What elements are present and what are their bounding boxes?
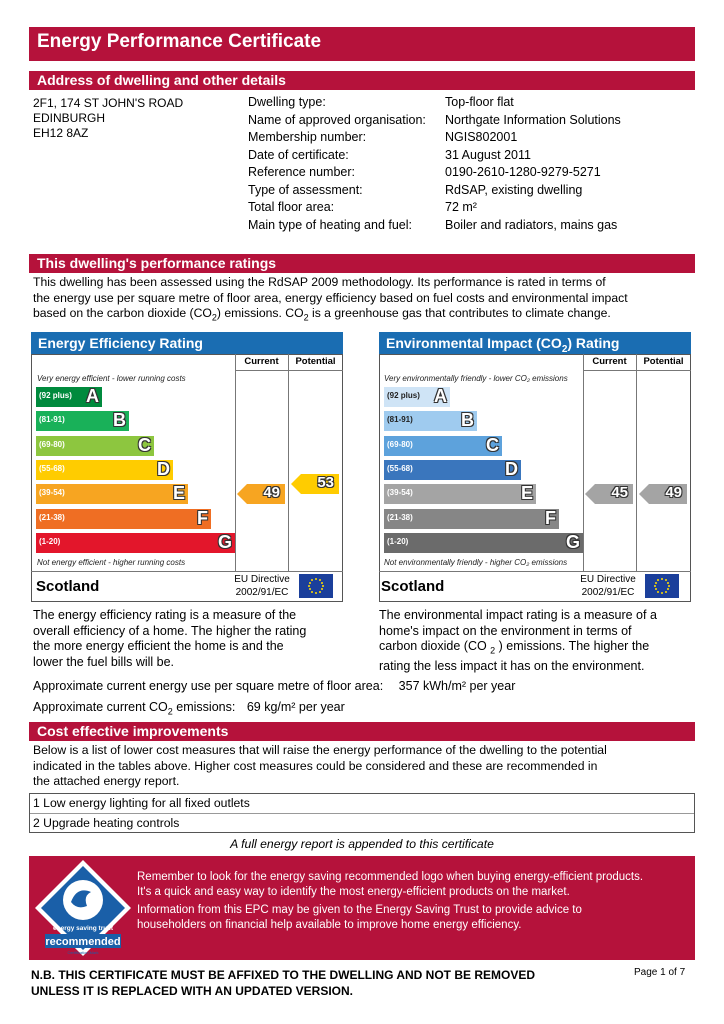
directive-text: 2002/91/EC [235,587,289,598]
address-line: EH12 8AZ [33,126,89,140]
divider [30,813,694,814]
intro-line: indicated in the tables above. Higher cost measures could be considered and these are recommended in [33,758,598,773]
detail-label: Main type of heating and fuel: [248,217,413,232]
detail-row [248,164,668,182]
band-range: (39-54) [39,488,65,498]
detail-row [248,182,668,200]
energy-rating-description [33,608,353,670]
potential-column-heading: Potential [643,356,684,367]
approx-co2-emissions [33,700,345,717]
detail-row [248,129,668,147]
desc-line: rating the less impact it has on the environment. [379,659,645,673]
desc-line: The environmental impact rating is a measure of a [379,608,657,622]
band-letter: F [197,507,208,528]
full-report-note: A full energy report is appended to this certificate [230,837,494,851]
divider [235,370,343,371]
detail-value: 0190-2610-1280-9279-5271 [445,165,601,179]
rating-band-a [384,387,450,407]
eu-directive [575,573,641,599]
intro-line: Below is a list of lower cost measures that will raise the energy performance of the dwelling to the potential [33,743,607,757]
band-range: (92 plus) [39,391,72,400]
scale-top-note: Very environmentally friendly - lower CO₂ emissions [384,374,568,383]
approx-label: emissions: [172,700,236,714]
desc-text: carbon dioxide (CO [379,639,491,653]
divider [379,571,691,572]
current-rating-arrow [237,484,285,504]
band-range: (21-38) [387,512,413,522]
detail-row [248,94,668,112]
rating-band-f [384,509,559,529]
current-column-heading: Current [244,356,279,367]
desc-line [379,639,699,659]
current-rating-value: 45 [611,484,628,502]
band-range: (21-38) [39,512,65,522]
detail-label: Dwelling type: [248,95,326,109]
detail-value: RdSAP, existing dwelling [445,182,583,197]
environmental-impact-panel [379,332,691,602]
svg-text:energy saving trust: energy saving trust [53,925,113,932]
address-line: 2F1, 174 ST JOHN'S ROAD [33,96,184,110]
band-range: (69-80) [387,439,413,449]
rating-band-c [36,436,154,456]
divider [583,354,584,571]
region-label: Scotland [381,578,445,595]
detail-row [248,147,668,165]
trust-banner-text [137,870,643,933]
directive-text: EU Directive [580,574,636,585]
rating-band-d [384,460,521,480]
band-range: (92 plus) [387,391,420,400]
improvements-intro [33,743,693,790]
scale-top-note: Very energy efficient - lower running costs [37,374,186,383]
band-letter: A [86,386,99,406]
banner-line: householders on financial help available to improve home energy efficiency. [137,919,522,931]
detail-row [248,199,668,217]
band-letter: C [486,434,499,455]
potential-rating-arrow [291,474,339,494]
detail-value: 72 m² [445,200,477,214]
scale-bottom-note: Not environmentally friendly - higher CO₂ emissions [384,558,568,567]
svg-text:recommended: recommended [45,936,121,948]
band-letter: B [461,410,474,431]
improvements-heading: Cost effective improvements [29,722,695,741]
intro-text: ) emissions. CO [216,306,304,320]
rating-band-c [384,436,502,456]
potential-rating-arrow [639,484,687,504]
detail-value: NGIS802001 [445,130,518,144]
rating-band-a [36,387,102,407]
band-letter: G [565,531,580,552]
energy-efficiency-panel [31,332,343,602]
detail-row [248,112,668,130]
banner-line: Remember to look for the energy saving recommended logo when buying energy-efficient products. [137,871,644,883]
title-text: Environmental Impact (CO [386,335,562,351]
detail-value: Northgate Information Solutions [445,112,621,127]
band-letter: D [505,458,518,479]
intro-text: is a greenhouse gas that contributes to climate change. [308,306,611,320]
desc-line: lower the fuel bills will be. [33,654,175,669]
band-range: (81-91) [387,415,413,425]
address-line: EDINBURGH [33,111,106,125]
detail-label: Type of assessment: [248,182,363,197]
band-range: (69-80) [39,439,65,449]
title-text: ) Rating [567,335,620,351]
env-panel-title [379,332,691,354]
divider [636,354,637,571]
subscript: 2 [211,312,217,323]
band-letter: E [172,483,185,504]
desc-text: ) emissions. The higher the [495,639,650,653]
page-number: Page 1 of 7 [634,967,686,978]
intro-line [33,306,693,326]
detail-value: Boiler and radiators, mains gas [445,217,618,232]
performance-section-heading: This dwelling's performance ratings [29,254,695,273]
dwelling-details [248,94,668,234]
rating-band-b [36,411,129,431]
divider [583,370,691,371]
eu-directive [229,573,295,599]
intro-line: the energy use per square metre of floor area, energy efficiency based on fuel costs and environmental impact [33,290,628,305]
band-letter: G [217,531,232,552]
detail-label: Date of certificate: [248,147,349,162]
intro-line: the attached energy report. [33,774,180,788]
rating-band-g [36,533,235,553]
directive-text: EU Directive [234,574,290,585]
certificate-title: Energy Performance Certificate [29,27,695,61]
detail-label: Reference number: [248,165,356,179]
banner-line: Information from this EPC may be given to the Energy Saving Trust to provide advice to [137,904,582,916]
current-column-heading: Current [592,356,627,367]
subscript: 2 [303,312,309,323]
scale-bottom-note: Not energy efficient - higher running costs [37,558,186,567]
approx-value: 357 kWh/m² per year [398,679,516,693]
svg-text:Certification Mark: Certification Mark [67,950,99,955]
eu-flag-icon [299,574,333,598]
address-section-heading: Address of dwelling and other details [29,71,695,90]
band-letter: E [520,483,533,504]
directive-text: 2002/91/EC [581,587,635,598]
subscript: 2 [167,706,173,717]
band-range: (55-68) [387,463,413,473]
desc-line: the more energy efficient the home is and the [33,639,284,653]
approx-label: Approximate current CO [33,700,168,714]
notice-line: UNLESS IT IS REPLACED WITH AN UPDATED VERSION. [31,984,354,998]
detail-value: Top-floor flat [445,95,514,109]
band-range: (1-20) [387,536,409,546]
band-letter: D [157,458,170,479]
energy-panel-title: Energy Efficiency Rating [31,332,343,354]
measure-item: 2 Upgrade heating controls [33,816,180,830]
desc-line: The energy efficiency rating is a measure of the [33,608,297,622]
potential-rating-value: 49 [665,484,682,502]
rating-band-e [36,484,188,504]
approx-value: 69 kg/m² per year [246,700,345,714]
dwelling-address [33,95,183,142]
rating-band-f [36,509,211,529]
intro-line: This dwelling has been assessed using the RdSAP 2009 methodology. Its performance is rated in terms of [33,275,606,289]
measure-item: 1 Low energy lighting for all fixed outlets [33,796,250,810]
divider [235,354,236,571]
energy-saving-trust-logo [33,858,133,958]
potential-column-heading: Potential [295,356,336,367]
region-label: Scotland [36,578,100,595]
current-rating-value: 49 [263,484,280,502]
band-letter: B [113,410,126,431]
env-rating-description [379,608,699,675]
eu-flag-icon [645,574,679,598]
affix-notice [31,967,535,999]
approx-energy-use [33,679,515,693]
band-range: (55-68) [39,463,65,473]
band-letter: A [434,386,447,406]
rating-band-b [384,411,477,431]
divider [288,354,289,571]
potential-rating-value: 53 [317,474,334,492]
detail-label: Total floor area: [248,200,335,214]
improvement-measures-table [29,793,695,833]
detail-row [248,217,668,235]
performance-intro [33,275,693,326]
rating-band-d [36,460,173,480]
approx-label: Approximate current energy use per square metre of floor area: [33,679,384,693]
detail-value: 31 August 2011 [445,147,531,162]
band-letter: C [138,434,151,455]
rating-band-g [384,533,583,553]
energy-saving-trust-banner [29,856,695,960]
subscript: 2 [490,645,496,656]
detail-label: Membership number: [248,130,367,144]
current-rating-arrow [585,484,633,504]
desc-line: overall efficiency of a home. The higher the rating [33,623,307,638]
notice-line: N.B. THIS CERTIFICATE MUST BE AFFIXED TO THE DWELLING AND NOT BE REMOVED [31,968,535,982]
detail-label: Name of approved organisation: [248,112,426,127]
band-range: (1-20) [39,536,61,546]
desc-line: home's impact on the environment in terms of [379,623,632,638]
subscript: 2 [561,343,568,355]
divider [31,571,343,572]
intro-text: based on the carbon dioxide (CO [33,306,212,320]
band-range: (39-54) [387,488,413,498]
banner-line: It's a quick and easy way to identify the most energy-efficient products on the market. [137,886,570,898]
band-letter: F [545,507,556,528]
rating-band-e [384,484,536,504]
band-range: (81-91) [39,415,65,425]
